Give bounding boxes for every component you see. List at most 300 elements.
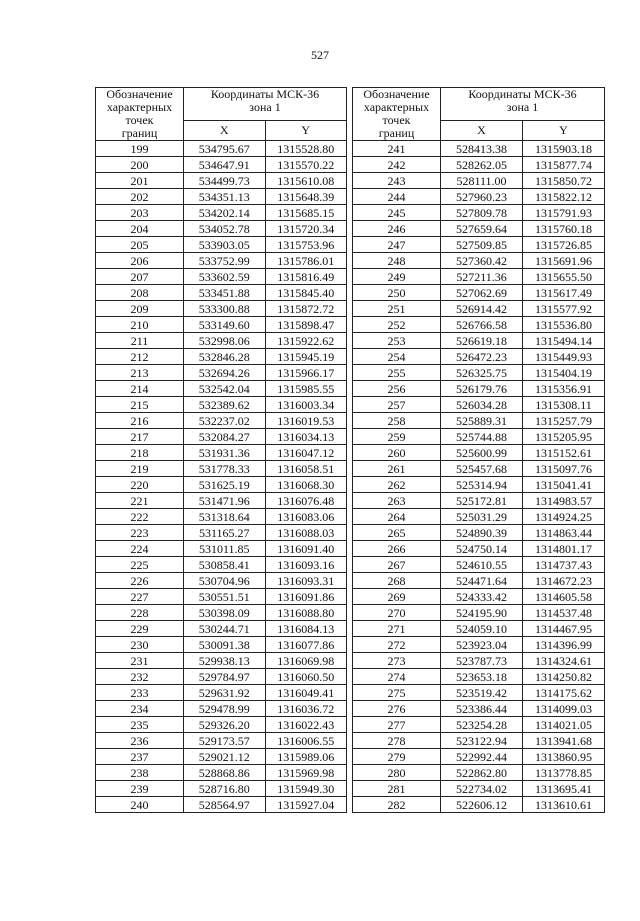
x-coordinate-cell: 524059.10	[441, 621, 523, 637]
table-row	[96, 493, 347, 509]
table-row	[353, 717, 605, 733]
table-row	[353, 701, 605, 717]
x-coordinate-cell: 522862.80	[441, 765, 523, 781]
table-row	[353, 397, 605, 413]
y-coordinate-cell: 1315898.47	[265, 317, 347, 333]
point-id-cell: 268	[353, 573, 441, 589]
table-row	[353, 669, 605, 685]
x-coordinate-cell: 532542.04	[184, 381, 266, 397]
y-coordinate-cell: 1315845.40	[265, 285, 347, 301]
point-id-cell: 227	[96, 589, 184, 605]
table-row	[353, 157, 605, 173]
table-row	[96, 749, 347, 765]
point-id-cell: 266	[353, 541, 441, 557]
point-id-header-line: точек	[382, 113, 411, 127]
point-id-cell: 256	[353, 381, 441, 397]
y-coordinate-cell: 1315404.19	[523, 365, 605, 381]
y-coordinate-cell: 1316060.50	[265, 669, 347, 685]
x-coordinate-cell: 524610.55	[441, 557, 523, 573]
point-id-header-line: характерных	[363, 100, 430, 114]
table-row	[353, 797, 605, 813]
table-row	[96, 589, 347, 605]
x-coordinate-cell: 533451.88	[184, 285, 266, 301]
table-row	[353, 429, 605, 445]
x-coordinate-cell: 525031.29	[441, 509, 523, 525]
point-id-cell: 276	[353, 701, 441, 717]
point-id-cell: 208	[96, 285, 184, 301]
x-coordinate-cell: 534052.78	[184, 221, 266, 237]
table-row	[353, 653, 605, 669]
point-id-cell: 242	[353, 157, 441, 173]
y-column-header: Y	[265, 121, 347, 141]
x-coordinate-cell: 527360.42	[441, 253, 523, 269]
table-row	[353, 269, 605, 285]
table-row	[353, 733, 605, 749]
x-coordinate-cell: 533149.60	[184, 317, 266, 333]
x-coordinate-cell: 524890.39	[441, 525, 523, 541]
table-row	[96, 461, 347, 477]
point-id-cell: 224	[96, 541, 184, 557]
y-coordinate-cell: 1315257.79	[523, 413, 605, 429]
point-id-cell: 231	[96, 653, 184, 669]
x-coordinate-cell: 534351.13	[184, 189, 266, 205]
y-coordinate-cell: 1315685.15	[265, 205, 347, 221]
y-coordinate-cell: 1316084.13	[265, 621, 347, 637]
table-body-right	[353, 141, 605, 813]
point-id-cell: 275	[353, 685, 441, 701]
y-coordinate-cell: 1314605.58	[523, 589, 605, 605]
point-id-cell: 223	[96, 525, 184, 541]
table-row	[353, 621, 605, 637]
x-coordinate-cell: 524471.64	[441, 573, 523, 589]
y-coordinate-cell: 1316006.55	[265, 733, 347, 749]
x-coordinate-cell: 527809.78	[441, 205, 523, 221]
x-coordinate-cell: 526325.75	[441, 365, 523, 381]
table-row	[353, 141, 605, 157]
point-id-cell: 255	[353, 365, 441, 381]
x-coordinate-cell: 522606.12	[441, 797, 523, 813]
x-coordinate-cell: 529938.13	[184, 653, 266, 669]
table-row	[353, 253, 605, 269]
x-coordinate-cell: 529631.92	[184, 685, 266, 701]
table-row	[353, 557, 605, 573]
x-coordinate-cell: 531931.36	[184, 445, 266, 461]
point-id-cell: 199	[96, 141, 184, 157]
y-coordinate-cell: 1316047.12	[265, 445, 347, 461]
y-coordinate-cell: 1315205.95	[523, 429, 605, 445]
y-coordinate-cell: 1316036.72	[265, 701, 347, 717]
x-coordinate-cell: 530244.71	[184, 621, 266, 637]
point-id-cell: 201	[96, 173, 184, 189]
table-row	[96, 221, 347, 237]
x-coordinate-cell: 525457.68	[441, 461, 523, 477]
point-id-cell: 213	[96, 365, 184, 381]
y-coordinate-cell: 1315570.22	[265, 157, 347, 173]
y-coordinate-cell: 1315903.18	[523, 141, 605, 157]
table-row	[96, 573, 347, 589]
table-row	[96, 733, 347, 749]
point-id-cell: 234	[96, 701, 184, 717]
point-id-cell: 252	[353, 317, 441, 333]
point-id-cell: 214	[96, 381, 184, 397]
x-coordinate-cell: 523519.42	[441, 685, 523, 701]
table-row	[96, 253, 347, 269]
y-coordinate-cell: 1314672.23	[523, 573, 605, 589]
y-coordinate-cell: 1315356.91	[523, 381, 605, 397]
table-row	[353, 589, 605, 605]
point-id-cell: 265	[353, 525, 441, 541]
coordinates-header	[441, 88, 605, 121]
coordinates-header	[184, 88, 347, 121]
point-id-cell: 210	[96, 317, 184, 333]
point-id-cell: 202	[96, 189, 184, 205]
x-coordinate-cell: 531318.64	[184, 509, 266, 525]
point-id-cell: 237	[96, 749, 184, 765]
y-coordinate-cell: 1315969.98	[265, 765, 347, 781]
y-coordinate-cell: 1316022.43	[265, 717, 347, 733]
point-id-cell: 225	[96, 557, 184, 573]
point-id-cell: 219	[96, 461, 184, 477]
x-coordinate-cell: 526619.18	[441, 333, 523, 349]
y-coordinate-cell: 1315528.80	[265, 141, 347, 157]
point-id-cell: 257	[353, 397, 441, 413]
table-row	[96, 445, 347, 461]
table-row	[96, 765, 347, 781]
x-coordinate-cell: 533602.59	[184, 269, 266, 285]
x-coordinate-cell: 529326.20	[184, 717, 266, 733]
point-id-cell: 212	[96, 349, 184, 365]
point-id-cell: 217	[96, 429, 184, 445]
point-id-cell: 282	[353, 797, 441, 813]
table-row	[96, 541, 347, 557]
x-coordinate-cell: 523122.94	[441, 733, 523, 749]
point-id-header	[96, 88, 184, 141]
point-id-cell: 228	[96, 605, 184, 621]
y-coordinate-cell: 1315791.93	[523, 205, 605, 221]
point-id-cell: 261	[353, 461, 441, 477]
y-coordinate-cell: 1316077.86	[265, 637, 347, 653]
y-coordinate-cell: 1315949.30	[265, 781, 347, 797]
coordinates-header-line: зона 1	[506, 100, 539, 114]
y-coordinate-cell: 1314924.25	[523, 509, 605, 525]
table-row	[96, 781, 347, 797]
y-coordinate-cell: 1315449.93	[523, 349, 605, 365]
x-coordinate-cell: 532389.62	[184, 397, 266, 413]
coordinates-header-line: Координаты МСК-36	[210, 87, 320, 101]
point-id-header	[353, 88, 441, 141]
x-coordinate-cell: 532237.02	[184, 413, 266, 429]
x-coordinate-cell: 523653.18	[441, 669, 523, 685]
table-row	[96, 365, 347, 381]
point-id-cell: 245	[353, 205, 441, 221]
table-row	[353, 237, 605, 253]
point-id-cell: 241	[353, 141, 441, 157]
coordinates-table-right	[352, 87, 605, 813]
table-row	[353, 285, 605, 301]
point-id-cell: 220	[96, 477, 184, 493]
table-row	[96, 141, 347, 157]
x-coordinate-cell: 529784.97	[184, 669, 266, 685]
y-coordinate-cell: 1315152.61	[523, 445, 605, 461]
y-coordinate-cell: 1313778.85	[523, 765, 605, 781]
y-coordinate-cell: 1314099.03	[523, 701, 605, 717]
y-coordinate-cell: 1315720.34	[265, 221, 347, 237]
point-id-cell: 233	[96, 685, 184, 701]
y-coordinate-cell: 1313695.41	[523, 781, 605, 797]
x-coordinate-cell: 530091.38	[184, 637, 266, 653]
y-coordinate-cell: 1315041.41	[523, 477, 605, 493]
table-row	[96, 157, 347, 173]
table-row	[353, 301, 605, 317]
x-coordinate-cell: 525889.31	[441, 413, 523, 429]
table-row	[96, 621, 347, 637]
y-coordinate-cell: 1314983.57	[523, 493, 605, 509]
y-coordinate-cell: 1316076.48	[265, 493, 347, 509]
y-coordinate-cell: 1316058.51	[265, 461, 347, 477]
y-coordinate-cell: 1315610.08	[265, 173, 347, 189]
x-coordinate-cell: 525600.99	[441, 445, 523, 461]
point-id-cell: 258	[353, 413, 441, 429]
x-coordinate-cell: 530858.41	[184, 557, 266, 573]
y-coordinate-cell: 1314324.61	[523, 653, 605, 669]
y-coordinate-cell: 1313610.61	[523, 797, 605, 813]
table-row	[96, 685, 347, 701]
x-coordinate-cell: 531625.19	[184, 477, 266, 493]
table-row	[96, 525, 347, 541]
y-coordinate-cell: 1315872.72	[265, 301, 347, 317]
table-row	[96, 429, 347, 445]
table-row	[96, 477, 347, 493]
table-row	[96, 205, 347, 221]
y-coordinate-cell: 1316091.86	[265, 589, 347, 605]
x-coordinate-cell: 533752.99	[184, 253, 266, 269]
x-coordinate-cell: 532846.28	[184, 349, 266, 365]
y-coordinate-cell: 1316083.06	[265, 509, 347, 525]
x-coordinate-cell: 529478.99	[184, 701, 266, 717]
point-id-cell: 247	[353, 237, 441, 253]
y-coordinate-cell: 1316003.34	[265, 397, 347, 413]
y-coordinate-cell: 1316088.03	[265, 525, 347, 541]
table-row	[353, 573, 605, 589]
x-column-header: X	[441, 121, 523, 141]
x-coordinate-cell: 531165.27	[184, 525, 266, 541]
table-row	[353, 365, 605, 381]
point-id-cell: 209	[96, 301, 184, 317]
table-row	[353, 205, 605, 221]
y-coordinate-cell: 1316069.98	[265, 653, 347, 669]
x-coordinate-cell: 529021.12	[184, 749, 266, 765]
point-id-cell: 280	[353, 765, 441, 781]
x-coordinate-cell: 532694.26	[184, 365, 266, 381]
point-id-cell: 254	[353, 349, 441, 365]
x-coordinate-cell: 531011.85	[184, 541, 266, 557]
point-id-cell: 230	[96, 637, 184, 653]
x-coordinate-cell: 533300.88	[184, 301, 266, 317]
y-column-header: Y	[523, 121, 605, 141]
y-coordinate-cell: 1314021.05	[523, 717, 605, 733]
y-coordinate-cell: 1314737.43	[523, 557, 605, 573]
x-coordinate-cell: 528716.80	[184, 781, 266, 797]
point-id-cell: 229	[96, 621, 184, 637]
table-row	[96, 317, 347, 333]
table-row	[96, 285, 347, 301]
table-row	[353, 781, 605, 797]
point-id-header-line: характерных	[106, 100, 173, 114]
table-row	[353, 221, 605, 237]
x-coordinate-cell: 528564.97	[184, 797, 266, 813]
y-coordinate-cell: 1315726.85	[523, 237, 605, 253]
point-id-cell: 279	[353, 749, 441, 765]
table-row	[353, 637, 605, 653]
page-number: 527	[311, 48, 329, 62]
y-coordinate-cell: 1316093.16	[265, 557, 347, 573]
table-row	[353, 605, 605, 621]
x-coordinate-cell: 527509.85	[441, 237, 523, 253]
point-id-header-line: Обозначение	[363, 87, 430, 101]
y-coordinate-cell: 1315097.76	[523, 461, 605, 477]
point-id-cell: 207	[96, 269, 184, 285]
point-id-cell: 270	[353, 605, 441, 621]
y-coordinate-cell: 1315850.72	[523, 173, 605, 189]
y-coordinate-cell: 1315617.49	[523, 285, 605, 301]
y-coordinate-cell: 1314801.17	[523, 541, 605, 557]
point-id-cell: 277	[353, 717, 441, 733]
x-coordinate-cell: 523254.28	[441, 717, 523, 733]
coordinates-table-left	[95, 87, 347, 813]
point-id-cell: 203	[96, 205, 184, 221]
table-row	[353, 541, 605, 557]
table-row	[96, 637, 347, 653]
table-row	[353, 189, 605, 205]
x-coordinate-cell: 527960.23	[441, 189, 523, 205]
point-id-cell: 253	[353, 333, 441, 349]
table-row	[96, 189, 347, 205]
y-coordinate-cell: 1315822.12	[523, 189, 605, 205]
x-coordinate-cell: 534795.67	[184, 141, 266, 157]
point-id-cell: 218	[96, 445, 184, 461]
x-coordinate-cell: 524333.42	[441, 589, 523, 605]
x-coordinate-cell: 522992.44	[441, 749, 523, 765]
coordinates-header-line: зона 1	[249, 100, 281, 114]
table-row	[353, 509, 605, 525]
point-id-cell: 250	[353, 285, 441, 301]
y-coordinate-cell: 1315655.50	[523, 269, 605, 285]
table-row	[96, 717, 347, 733]
y-coordinate-cell: 1315753.96	[265, 237, 347, 253]
x-coordinate-cell: 528111.00	[441, 173, 523, 189]
x-coordinate-cell: 523923.04	[441, 637, 523, 653]
table-row	[353, 461, 605, 477]
table-row	[96, 669, 347, 685]
y-coordinate-cell: 1315877.74	[523, 157, 605, 173]
x-coordinate-cell: 532998.06	[184, 333, 266, 349]
point-id-cell: 264	[353, 509, 441, 525]
table-row	[353, 445, 605, 461]
x-coordinate-cell: 528262.05	[441, 157, 523, 173]
table-row	[353, 381, 605, 397]
table-row	[96, 557, 347, 573]
table-row	[353, 685, 605, 701]
point-id-cell: 232	[96, 669, 184, 685]
x-coordinate-cell: 530704.96	[184, 573, 266, 589]
table-row	[353, 317, 605, 333]
table-row	[96, 269, 347, 285]
point-id-header-line: границ	[378, 126, 415, 140]
x-coordinate-cell: 534202.14	[184, 205, 266, 221]
y-coordinate-cell: 1315308.11	[523, 397, 605, 413]
x-coordinate-cell: 534499.73	[184, 173, 266, 189]
x-coordinate-cell: 526766.58	[441, 317, 523, 333]
point-id-cell: 272	[353, 637, 441, 653]
point-id-cell: 211	[96, 333, 184, 349]
y-coordinate-cell: 1313860.95	[523, 749, 605, 765]
point-id-cell: 249	[353, 269, 441, 285]
y-coordinate-cell: 1315691.96	[523, 253, 605, 269]
x-coordinate-cell: 534647.91	[184, 157, 266, 173]
table-row	[96, 797, 347, 813]
point-id-cell: 274	[353, 669, 441, 685]
x-column-header: X	[184, 121, 266, 141]
coordinates-header-line: Координаты МСК-36	[468, 87, 577, 101]
table-row	[353, 493, 605, 509]
table-row	[96, 333, 347, 349]
y-coordinate-cell: 1316088.80	[265, 605, 347, 621]
x-coordinate-cell: 525172.81	[441, 493, 523, 509]
point-id-cell: 200	[96, 157, 184, 173]
table-row	[96, 509, 347, 525]
point-id-header-line: границ	[121, 126, 158, 140]
table-row	[96, 397, 347, 413]
x-coordinate-cell: 526472.23	[441, 349, 523, 365]
point-id-cell: 226	[96, 573, 184, 589]
table-row	[353, 173, 605, 189]
point-id-cell: 259	[353, 429, 441, 445]
table-row	[353, 477, 605, 493]
y-coordinate-cell: 1316049.41	[265, 685, 347, 701]
point-id-cell: 251	[353, 301, 441, 317]
y-coordinate-cell: 1315966.17	[265, 365, 347, 381]
y-coordinate-cell: 1315577.92	[523, 301, 605, 317]
x-coordinate-cell: 530551.51	[184, 589, 266, 605]
x-coordinate-cell: 531471.96	[184, 493, 266, 509]
x-coordinate-cell: 529173.57	[184, 733, 266, 749]
y-coordinate-cell: 1316034.13	[265, 429, 347, 445]
table-row	[353, 413, 605, 429]
point-id-cell: 267	[353, 557, 441, 573]
x-coordinate-cell: 527211.36	[441, 269, 523, 285]
point-id-cell: 221	[96, 493, 184, 509]
x-coordinate-cell: 523386.44	[441, 701, 523, 717]
y-coordinate-cell: 1314537.48	[523, 605, 605, 621]
point-id-cell: 238	[96, 765, 184, 781]
x-coordinate-cell: 527062.69	[441, 285, 523, 301]
x-coordinate-cell: 526034.28	[441, 397, 523, 413]
table-row	[353, 333, 605, 349]
table-row	[353, 765, 605, 781]
point-id-cell: 206	[96, 253, 184, 269]
table-row	[96, 301, 347, 317]
x-coordinate-cell: 532084.27	[184, 429, 266, 445]
point-id-cell: 271	[353, 621, 441, 637]
point-id-header-line: Обозначение	[106, 87, 173, 101]
x-coordinate-cell: 528413.38	[441, 141, 523, 157]
y-coordinate-cell: 1315536.80	[523, 317, 605, 333]
x-coordinate-cell: 524750.14	[441, 541, 523, 557]
point-id-cell: 278	[353, 733, 441, 749]
y-coordinate-cell: 1315760.18	[523, 221, 605, 237]
x-coordinate-cell: 533903.05	[184, 237, 266, 253]
table-body-left	[96, 141, 347, 813]
